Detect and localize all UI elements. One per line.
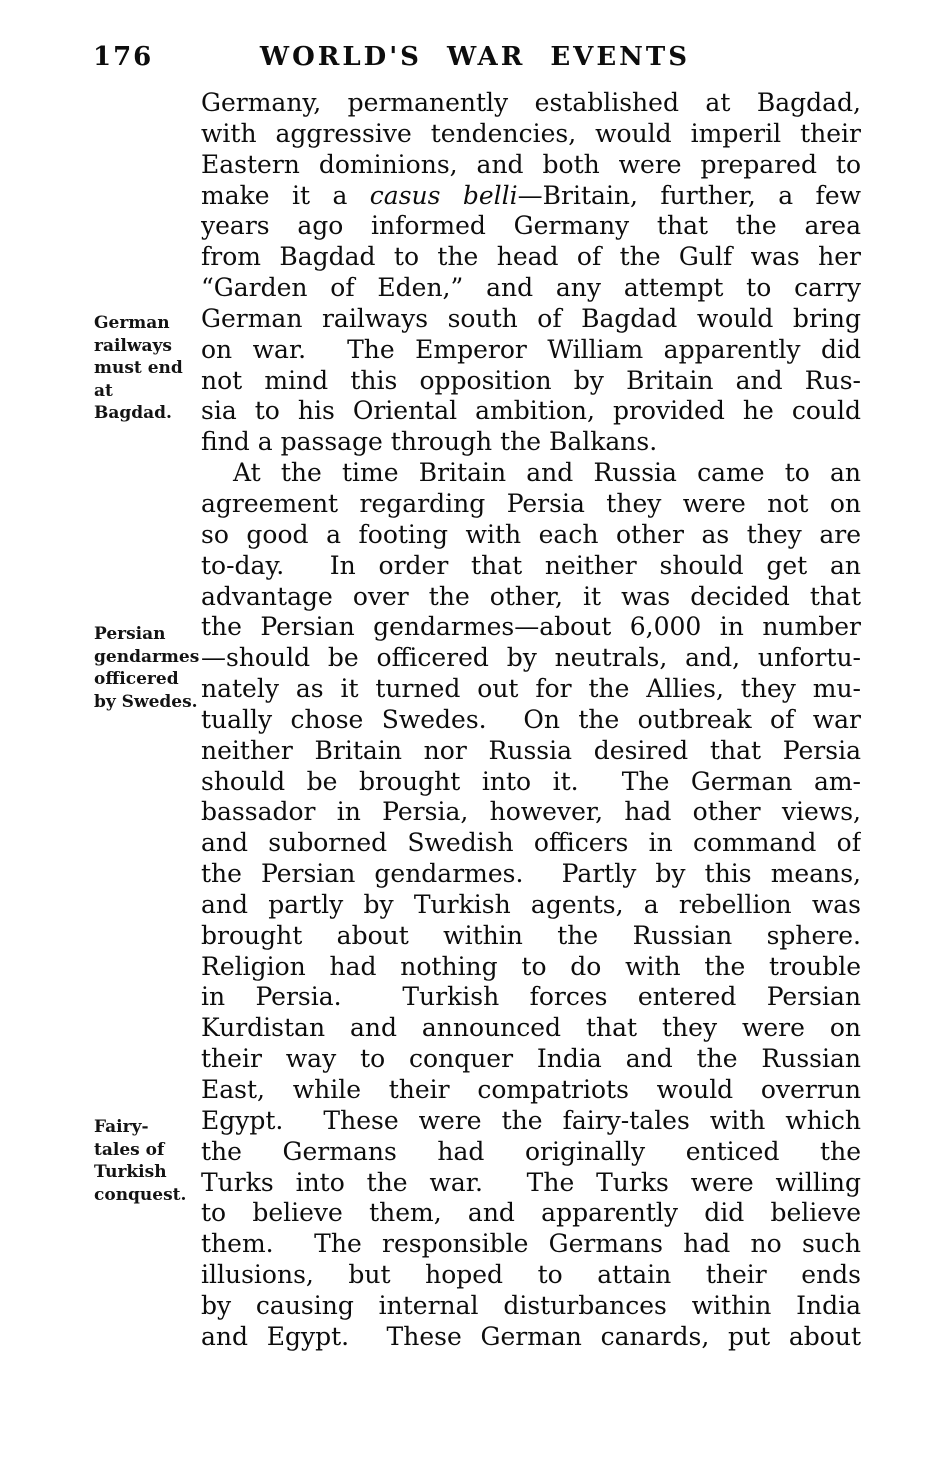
body-line	[201, 921, 861, 952]
text-segment: the Persian gendarmes. Partly by this means,	[201, 859, 861, 889]
text-segment: illusions, but hoped to attain their ends	[201, 1260, 861, 1290]
text-segment: years ago informed Germany that the area	[201, 211, 861, 241]
text-segment: tually chose Swedes. On the outbreak of war	[201, 704, 861, 734]
body-line	[201, 304, 861, 335]
body-line	[201, 1291, 861, 1322]
text-segment: Kurdistan and announced that they were on	[201, 1013, 861, 1043]
margin-note-line: Turkish	[94, 1162, 167, 1183]
text-segment: and suborned Swedish officers in command of	[201, 828, 861, 858]
text-segment: the Persian gendarmes—about 6,000 in number	[201, 612, 861, 642]
text-segment: Egypt. These were the fairy-tales with which	[201, 1105, 861, 1135]
text-segment: brought about within the Russian sphere.	[201, 920, 861, 950]
body-line	[201, 736, 861, 767]
text-segment: advantage over the other, it was decided that	[201, 581, 861, 611]
body-line	[201, 767, 861, 798]
body-line	[201, 181, 861, 212]
body-line	[201, 335, 861, 366]
margin-note-line: Bagdad.	[94, 403, 172, 424]
text-segment: sia to his Oriental ambition, provided he could	[201, 396, 861, 426]
body-line	[201, 211, 861, 242]
body-line	[201, 427, 861, 458]
text-segment: their way to conquer India and the Russian	[201, 1044, 861, 1074]
body-line	[201, 489, 861, 520]
body-line	[201, 705, 861, 736]
body-line	[201, 273, 861, 304]
text-segment: Eastern dominions, and both were prepared to	[201, 149, 861, 179]
text-segment: Religion had nothing to do with the trouble	[201, 951, 861, 981]
margin-note-line: officered	[94, 669, 179, 690]
text-segment: from Bagdad to the head of the Gulf was her	[201, 242, 861, 272]
margin-note-line: railways	[94, 335, 172, 356]
margin-note-line: German	[94, 313, 170, 333]
body-line	[201, 952, 861, 983]
text-segment: not mind this opposition by Britain and Rus-	[201, 365, 861, 395]
margin-note-line: must end	[94, 358, 183, 379]
text-segment: to believe them, and apparently did believe	[201, 1198, 861, 1228]
body-line	[201, 1168, 861, 1199]
text-segment: in Persia. Turkish forces entered Persian	[201, 982, 861, 1012]
body-line	[201, 859, 861, 890]
text-segment: Turks into the war. The Turks were willing	[201, 1167, 861, 1197]
body-line	[201, 150, 861, 181]
text-segment: to-day. In order that neither should get an	[201, 550, 861, 580]
text-segment: Germany, permanently established at Bagdad,	[201, 88, 861, 117]
text-segment: bassador in Persia, however, had other views,	[201, 797, 861, 827]
margin-note-line: by Swedes.	[94, 691, 198, 712]
text-segment: so good a footing with each other as they are	[201, 519, 861, 549]
body-line	[201, 551, 861, 582]
text-segment: neither Britain nor Russia desired that Persia	[201, 735, 861, 765]
margin-note-line: at	[94, 380, 113, 401]
margin-note-fairy-tales	[94, 1116, 206, 1206]
margin-note-line: conquest.	[94, 1184, 187, 1205]
body-line	[201, 982, 861, 1013]
text-segment: German railways south of Bagdad would bring	[201, 303, 861, 333]
text-segment: At the time Britain and Russia came to an	[233, 458, 861, 488]
body-line	[201, 88, 861, 119]
body-line	[201, 674, 861, 705]
body-line	[201, 797, 861, 828]
body-line	[201, 582, 861, 613]
body-line	[201, 366, 861, 397]
body-line	[201, 1198, 861, 1229]
body-line	[201, 1322, 861, 1353]
body-line	[201, 1260, 861, 1291]
margin-note-german-railways	[94, 312, 206, 425]
body-line	[201, 1075, 861, 1106]
body-line	[201, 1137, 861, 1168]
body-line	[201, 1229, 861, 1260]
body-line	[201, 643, 861, 674]
text-segment: and Egypt. These German canards, put about	[201, 1321, 861, 1351]
text-segment: agreement regarding Persia they were not on	[201, 488, 861, 518]
margin-note-line: tales of	[94, 1139, 165, 1160]
body-text	[201, 88, 861, 1353]
text-segment: should be brought into it. The German am-	[201, 766, 861, 796]
margin-note-line: Persian	[94, 624, 166, 644]
text-segment: “Garden of Eden,” and any attempt to carry	[201, 273, 861, 303]
body-line	[201, 396, 861, 427]
body-line	[201, 458, 861, 489]
body-line	[201, 119, 861, 150]
body-line	[201, 890, 861, 921]
margin-note-line: Fairy-	[94, 1117, 149, 1137]
text-segment: make it a	[201, 180, 370, 210]
text-segment: on war. The Emperor William apparently did	[201, 334, 861, 364]
body-line	[201, 1013, 861, 1044]
text-segment: with aggressive tendencies, would imperil their	[201, 118, 861, 148]
body-line	[201, 828, 861, 859]
text-segment: and partly by Turkish agents, a rebellion was	[201, 889, 861, 919]
text-segment: by causing internal disturbances within India	[201, 1290, 861, 1320]
text-segment: the Germans had originally enticed the	[201, 1136, 861, 1166]
text-segment: find a passage through the Balkans.	[201, 427, 658, 457]
text-segment: them. The responsible Germans had no such	[201, 1229, 861, 1259]
body-line	[201, 1106, 861, 1137]
running-title: WORLD'S WAR EVENTS	[259, 42, 691, 72]
text-segment: nately as it turned out for the Allies, they mu-	[201, 674, 861, 704]
text-segment: —should be officered by neutrals, and, unfortu-	[201, 643, 861, 673]
body-line	[201, 612, 861, 643]
margin-note-persian-gendarmes	[94, 623, 206, 713]
page-number: 176	[93, 42, 154, 72]
text-segment: —Britain, further, a few	[517, 180, 861, 210]
body-line	[201, 242, 861, 273]
body-line	[201, 520, 861, 551]
text-segment: East, while their compatriots would overrun	[201, 1075, 861, 1104]
italic-phrase: casus belli	[369, 180, 518, 210]
margin-note-line: gendarmes	[94, 646, 200, 667]
body-line	[201, 1044, 861, 1075]
